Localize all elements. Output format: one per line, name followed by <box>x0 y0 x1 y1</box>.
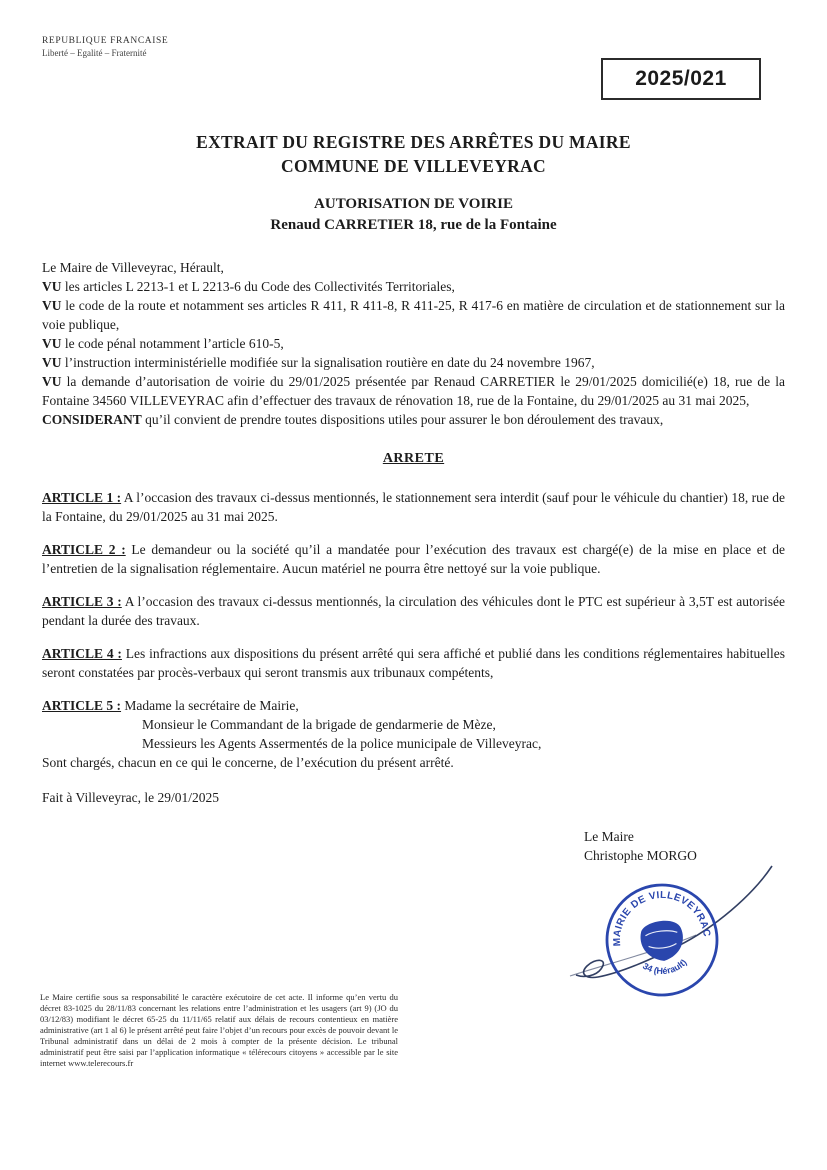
clause-text: le code pénal notamment l’article 610-5, <box>61 336 284 351</box>
place-and-date: Fait à Villeveyrac, le 29/01/2025 <box>42 790 220 805</box>
article-1 <box>42 488 785 526</box>
article-lead: ARTICLE 4 : <box>42 646 122 661</box>
clause-text: la demande d’autorisation de voirie du 29/01/2025 présentée par Renaud CARRETIER le 29/01/2025 domicilié(e) 18, rue de la Fontaine 34560 VILLEVEYRAC afin d’effectuer des travaux de rénovation 18, rue de la Fontaine, du 29/01/2025 au 31 mai 2025, <box>42 374 785 408</box>
title-line-1: EXTRAIT DU REGISTRE DES ARRÊTES DU MAIRE <box>196 132 631 152</box>
clause-lead: VU <box>42 374 62 389</box>
article-4 <box>42 644 785 682</box>
article-lead: ARTICLE 5 : <box>42 698 122 713</box>
clause-lead: VU <box>42 355 62 370</box>
executory-certification-note: Le Maire certifie sous sa responsabilité le caractère exécutoire de cet acte. Il informe qu’en vertu du décret 83-1025 du 28/11/83 concernant les relations entre l’administration et les usagers (art 9) (JO du 03/12/83) modifiant le décret 65-25 du 11/11/65 relatif aux délais de recours contentieux en matière administrative (art 1 al 6) le présent arrêté peut faire l’objet d’un recours pour excès de pouvoir devant le Tribunal administratif dans un délai de 2 mois à compter de la présente décision. Le tribunal administratif peut être saisi par l’application informatique « télérecours citoyens » accessible par le site internet www.telerecours.fr <box>40 992 398 1068</box>
vu-clause-2 <box>42 296 785 334</box>
mairie-stamp <box>602 880 723 1001</box>
article-text: Les infractions aux dispositions du présent arrêté qui sera affiché et publié dans les conditions réglementaires habituelles seront constatées par procès-verbaux qui seront transmis aux tribunaux compétents, <box>42 646 785 680</box>
vu-clause-4 <box>42 353 785 372</box>
document-body <box>42 258 785 807</box>
clause-lead: VU <box>42 336 62 351</box>
stamp-bottom-text: 34 (Hérault) <box>640 957 689 977</box>
subject-beneficiary: Renaud CARRETIER 18, rue de la Fontaine <box>270 217 557 233</box>
article-5 <box>42 696 785 715</box>
stamp-svg <box>542 852 790 1030</box>
clause-text: l’instruction interministérielle modifiée sur la signalisation routière en date du 24 novembre 1967, <box>61 355 595 370</box>
document-number-box <box>601 58 761 100</box>
vu-clause-3 <box>42 334 785 353</box>
subject-type: AUTORISATION DE VOIRIE <box>314 196 513 212</box>
signatory-title: Le Maire <box>584 829 634 844</box>
article-3 <box>42 592 785 630</box>
clause-text: les articles L 2213-1 et L 2213-6 du Code des Collectivités Territoriales, <box>61 279 455 294</box>
clause-text: le code de la route et notamment ses articles R 411, R 411-8, R 411-25, R 417-6 en matière de circulation et de stationnement sur la voie publique, <box>42 298 785 332</box>
republic-title: REPUBLIQUE FRANCAISE <box>42 36 169 46</box>
stamp-top-text: MAIRIE DE VILLEVEYRAC <box>611 889 712 947</box>
article-text: Le demandeur ou la société qu’il a mandatée pour l’exécution des travaux est chargé(e) de la mise en place et de l’entretien de la signalisation réglementaire. Aucun matériel ne pourra être nettoyé sur la voie publique. <box>42 542 785 576</box>
signatory-name: Christophe MORGO <box>584 848 697 863</box>
stamp-emblem <box>639 919 685 963</box>
article-lead: ARTICLE 1 : <box>42 490 122 505</box>
decision-heading: ARRETE <box>382 451 445 466</box>
article-lead: ARTICLE 3 : <box>42 594 122 609</box>
document-title <box>42 130 785 178</box>
article-2 <box>42 540 785 578</box>
document-number: 2025/021 <box>635 67 727 90</box>
document-subject <box>42 194 785 236</box>
stamp-and-signature <box>542 852 790 1030</box>
republic-header <box>42 36 785 58</box>
article-text: A l’occasion des travaux ci-dessus mentionnés, le stationnement sera interdit (sauf pour le véhicule du chantier) 18, rue de la Fontaine, du 29/01/2025 au 31 mai 2025. <box>42 490 785 524</box>
clause-lead: VU <box>42 298 62 313</box>
clause-lead: VU <box>42 279 62 294</box>
article-lead: ARTICLE 2 : <box>42 542 126 557</box>
republic-motto: Liberté – Egalité – Fraternité <box>42 48 147 58</box>
title-line-2: COMMUNE DE VILLEVEYRAC <box>281 156 546 176</box>
article-5-subline-1: Monsieur le Commandant de la brigade de gendarmerie de Mèze, <box>142 717 496 732</box>
article-text: Madame la secrétaire de Mairie, <box>121 698 299 713</box>
article-5-closing: Sont chargés, chacun en ce qui le concerne, de l’exécution du présent arrêté. <box>42 755 454 770</box>
clause-text: qu’il convient de prendre toutes dispositions utiles pour assurer le bon déroulement des travaux, <box>141 412 664 427</box>
article-5-subline-2: Messieurs les Agents Assermentés de la police municipale de Villeveyrac, <box>142 736 542 751</box>
clause-lead: CONSIDERANT <box>42 412 142 427</box>
vu-clause-5 <box>42 372 785 410</box>
article-text: A l’occasion des travaux ci-dessus mentionnés, la circulation des véhicules dont le PTC est supérieur à 3,5T est autorisée pendant la durée des travaux. <box>42 594 785 628</box>
vu-clause-1 <box>42 277 785 296</box>
preamble-intro: Le Maire de Villeveyrac, Hérault, <box>42 260 224 275</box>
considerant-clause <box>42 410 785 429</box>
